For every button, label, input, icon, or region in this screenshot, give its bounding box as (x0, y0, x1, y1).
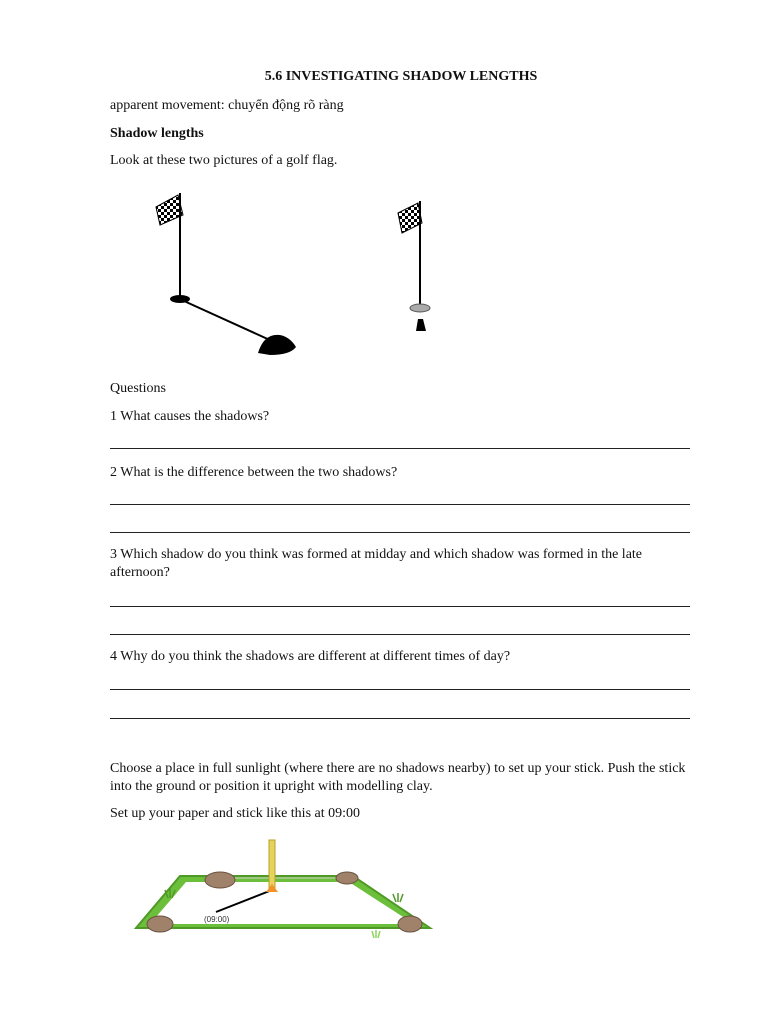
intro-text: Look at these two pictures of a golf flag. (110, 153, 338, 168)
page-title: 5.6 INVESTIGATING SHADOW LENGTHS (264, 69, 538, 84)
answer-line (110, 532, 690, 533)
question-1: 1 What causes the shadows? (110, 409, 270, 424)
question-4: 4 Why do you think the shadows are different at different times of day? (110, 649, 511, 664)
stick-setup-diagram (128, 836, 438, 946)
questions-heading: Questions (110, 381, 166, 396)
answer-line (110, 448, 690, 449)
answer-line (110, 606, 690, 607)
question-2: 2 What is the difference between the two shadows? (110, 465, 398, 480)
section-heading: Shadow lengths (110, 126, 204, 141)
setup-text: Set up your paper and stick like this at 09:00 (110, 806, 361, 821)
question-3: 3 Which shadow do you think was formed at midday and which shadow was formed in the late afternoon? (110, 547, 643, 580)
answer-line (110, 689, 690, 690)
answer-line (110, 634, 690, 635)
vocab-note: apparent movement: chuyển động rõ ràng (110, 98, 344, 113)
answer-line (110, 718, 690, 719)
answer-line (110, 504, 690, 505)
golf-flag-long-shadow-illustration (140, 185, 310, 365)
golf-flag-short-shadow-illustration (390, 195, 450, 335)
time-label: (09:00) (204, 915, 230, 924)
instructions-text: Choose a place in full sunlight (where there are no shadows nearby) to set up your stick. Push the stick into the ground or position it upright with modelling clay. (110, 761, 686, 794)
